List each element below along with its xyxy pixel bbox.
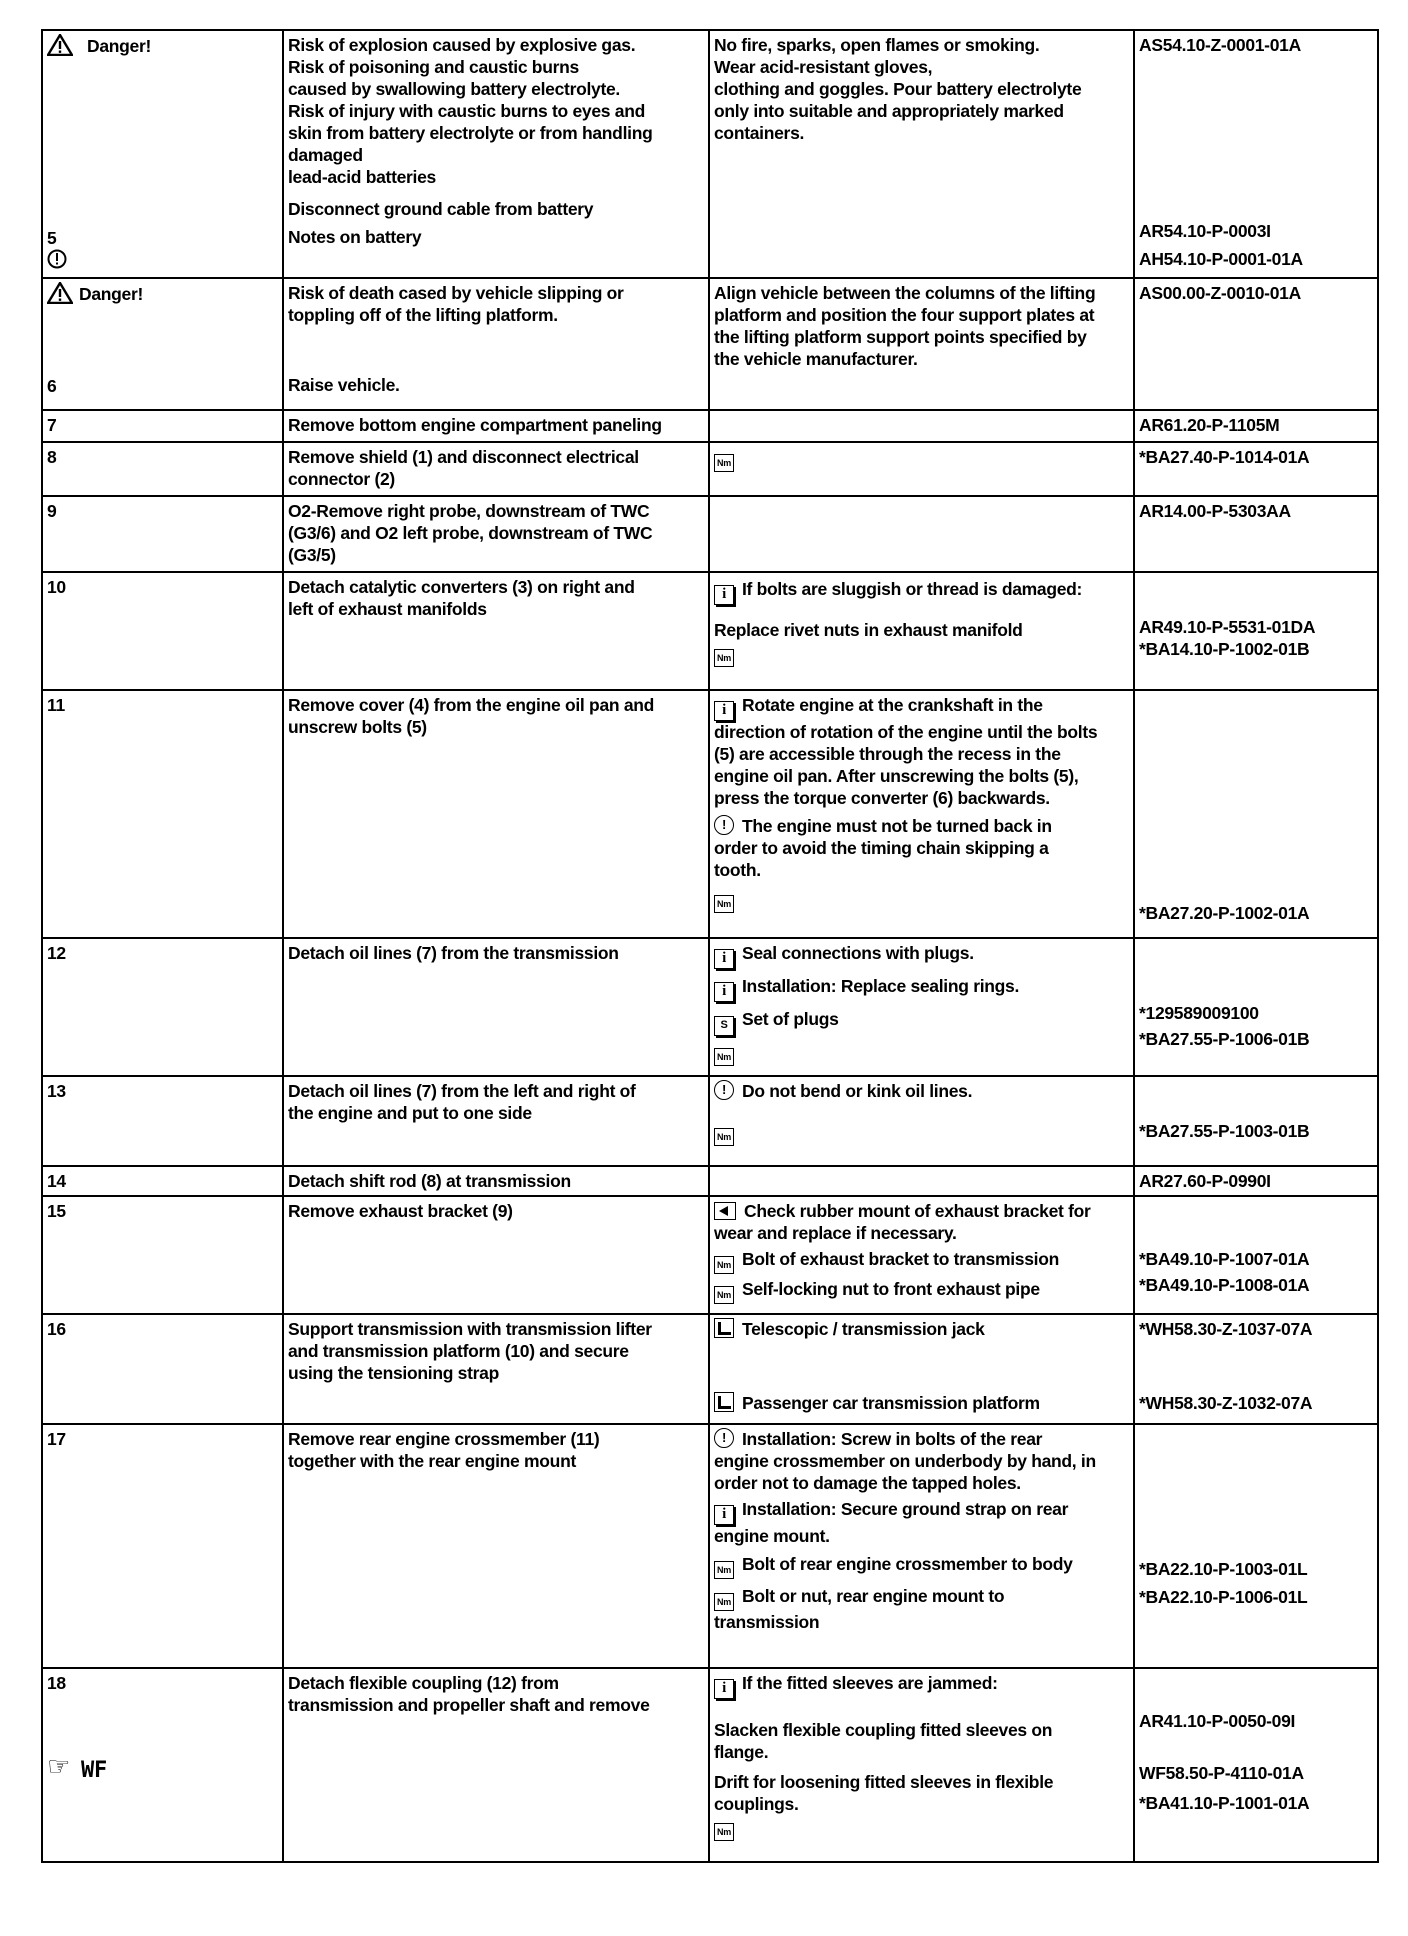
torque-nm-icon <box>714 1823 734 1841</box>
table-row <box>42 1196 1378 1314</box>
danger-label: Danger! <box>47 34 278 57</box>
step-number: 10 <box>42 572 283 690</box>
info-icon <box>714 701 734 721</box>
notes-cell: iIf bolts are sluggish or thread is damaged: Replace rivet nuts in exhaust manifold Nm <box>709 572 1134 690</box>
notes-cell <box>709 496 1134 572</box>
notes-cell: iIf the fitted sleeves are jammed: Slacken flexible coupling fitted sleeves on flange. Drift for loosening fitted sleeves in flexible couplings. Nm <box>709 1668 1134 1862</box>
table-row <box>42 1314 1378 1424</box>
reference-link[interactable]: *129589009100 <box>1139 1003 1259 1023</box>
reference-link[interactable]: AR27.60-P-0990I <box>1134 1166 1378 1196</box>
instruction-cell: Detach catalytic converters (3) on right and left of exhaust manifolds <box>283 572 709 690</box>
workshop-equipment-icon <box>714 1318 734 1338</box>
notes-cell: No fire, sparks, open flames or smoking. Wear acid-resistant gloves, clothing and goggles. Pour battery electrolyte only into suitable and appropriately marked containers. <box>709 30 1134 278</box>
notes-cell: !Installation: Screw in bolts of the rear engine crossmember on underbody by hand, in order not to damage the tapped holes. iInstallation: Secure ground strap on rear engine mount. NmBolt of rear engine crossmember to body NmBolt or nut, rear engine mount to transmission <box>709 1424 1134 1668</box>
instruction-cell: Remove bottom engine compartment paneling <box>283 410 709 442</box>
reference-link[interactable]: AR49.10-P-5531-01DA <box>1139 617 1316 637</box>
step-number: 6 <box>47 376 57 396</box>
wf-pointer: ☞WF <box>47 1760 278 1782</box>
reference-link[interactable]: AS54.10-Z-0001-01A <box>1139 35 1301 55</box>
info-icon <box>714 949 734 969</box>
torque-nm-icon <box>714 1561 734 1579</box>
table-row <box>42 442 1378 496</box>
reference-link[interactable]: *BA41.10-P-1001-01A <box>1139 1793 1310 1813</box>
check-icon <box>714 1202 736 1220</box>
table-row <box>42 496 1378 572</box>
reference-link[interactable]: *BA49.10-P-1007-01A <box>1139 1249 1310 1269</box>
info-icon <box>714 1679 734 1699</box>
torque-nm-icon <box>714 1048 734 1066</box>
reference-cell <box>1134 30 1378 278</box>
table-row <box>42 690 1378 938</box>
table-row <box>42 410 1378 442</box>
notes-circle-icon <box>47 249 278 274</box>
step-number: 9 <box>42 496 283 572</box>
reference-link[interactable]: *WH58.30-Z-1037-07A <box>1139 1319 1313 1339</box>
reference-cell <box>1134 1196 1378 1314</box>
step-number: 14 <box>42 1166 283 1196</box>
table-row <box>42 1076 1378 1166</box>
instruction-cell: Detach oil lines (7) from the transmission <box>283 938 709 1076</box>
reference-link[interactable]: *BA49.10-P-1008-01A <box>1139 1275 1310 1295</box>
instruction-cell: Detach flexible coupling (12) from transmission and propeller shaft and remove <box>283 1668 709 1862</box>
step-number: 5 <box>47 228 57 248</box>
notice-circle-icon <box>714 1428 734 1448</box>
table-row <box>42 30 1378 278</box>
step-number: 15 <box>42 1196 283 1314</box>
notes-cell: Align vehicle between the columns of the lifting platform and position the four support plates at the lifting platform support points specified by the vehicle manufacturer. <box>709 278 1134 410</box>
torque-nm-icon <box>714 649 734 667</box>
pointing-hand-icon <box>47 1762 77 1780</box>
step-cell <box>42 30 283 278</box>
notes-cell <box>709 410 1134 442</box>
table-row <box>42 572 1378 690</box>
notice-circle-icon <box>714 815 734 835</box>
reference-link[interactable]: AS00.00-Z-0010-01A <box>1139 283 1301 303</box>
step-number: 11 <box>42 690 283 938</box>
reference-link[interactable]: WF58.50-P-4110-01A <box>1139 1763 1304 1783</box>
notes-cell: Check rubber mount of exhaust bracket for wear and replace if necessary. NmBolt of exhaust bracket to transmission NmSelf-locking nut to front exhaust pipe <box>709 1196 1134 1314</box>
special-tool-icon <box>714 1016 734 1036</box>
notes-cell: !Do not bend or kink oil lines. Nm <box>709 1076 1134 1166</box>
step-number: 16 <box>42 1314 283 1424</box>
table-row <box>42 278 1378 410</box>
instruction-cell: Remove exhaust bracket (9) <box>283 1196 709 1314</box>
instruction-cell: Risk of explosion caused by explosive gas. Risk of poisoning and caustic burns caused by swallowing battery electrolyte. Risk of injury with caustic burns to eyes and skin from battery electrolyte or from handling damaged lead-acid batteries Disconnect ground cable from battery Notes on battery <box>283 30 709 278</box>
notes-cell: i Seal connections with plugs. iInstallation: Replace sealing rings. SSet of plugs Nm <box>709 938 1134 1076</box>
workshop-equipment-icon <box>714 1392 734 1412</box>
info-icon <box>714 585 734 605</box>
step-number: 18 <box>47 1673 66 1693</box>
notice-circle-icon <box>714 1080 734 1100</box>
notes-cell <box>709 442 1134 496</box>
step-number: 17 <box>42 1424 283 1668</box>
reference-link[interactable]: *BA22.10-P-1006-01L <box>1139 1587 1308 1607</box>
torque-nm-icon <box>714 1256 734 1274</box>
table-row <box>42 1166 1378 1196</box>
reference-cell <box>1134 1076 1378 1166</box>
reference-link[interactable]: *BA14.10-P-1002-01B <box>1139 639 1310 659</box>
instruction-cell: O2-Remove right probe, downstream of TWC (G3/6) and O2 left probe, downstream of TWC (G3/5) <box>283 496 709 572</box>
reference-cell <box>1134 1424 1378 1668</box>
reference-link[interactable]: *BA27.55-P-1003-01B <box>1139 1121 1310 1141</box>
procedure-table-wrapper <box>41 29 1377 1863</box>
reference-link[interactable]: *BA27.55-P-1006-01B <box>1139 1029 1310 1049</box>
torque-nm-icon <box>714 1593 734 1611</box>
reference-cell <box>1134 938 1378 1076</box>
instruction-cell: Remove rear engine crossmember (11) together with the rear engine mount <box>283 1424 709 1668</box>
reference-link[interactable]: AR14.00-P-5303AA <box>1134 496 1378 572</box>
instruction-cell: Detach shift rod (8) at transmission <box>283 1166 709 1196</box>
reference-cell <box>1134 690 1378 938</box>
reference-link[interactable]: *BA27.20-P-1002-01A <box>1139 903 1310 923</box>
table-row <box>42 1424 1378 1668</box>
notes-cell: Telescopic / transmission jack Passenger car transmission platform <box>709 1314 1134 1424</box>
instruction-cell: Remove cover (4) from the engine oil pan and unscrew bolts (5) <box>283 690 709 938</box>
instruction-cell: Risk of death cased by vehicle slipping or toppling off of the lifting platform. Raise vehicle. <box>283 278 709 410</box>
reference-link[interactable]: AR41.10-P-0050-09I <box>1139 1711 1296 1731</box>
table-row <box>42 1668 1378 1862</box>
reference-cell <box>1134 1314 1378 1424</box>
reference-link[interactable]: *WH58.30-Z-1032-07A <box>1139 1393 1313 1413</box>
step-number: 12 <box>42 938 283 1076</box>
reference-link[interactable]: AR61.20-P-1105M <box>1134 410 1378 442</box>
danger-label: Danger! <box>47 282 278 305</box>
torque-nm-icon <box>714 454 734 472</box>
info-icon <box>714 1505 734 1525</box>
torque-nm-icon <box>714 1286 734 1304</box>
reference-link[interactable]: AH54.10-P-0001-01A <box>1139 249 1303 269</box>
step-number: 13 <box>42 1076 283 1166</box>
step-number: 7 <box>42 410 283 442</box>
notes-cell <box>709 1166 1134 1196</box>
torque-nm-icon <box>714 895 734 913</box>
reference-cell <box>1134 572 1378 690</box>
info-icon <box>714 982 734 1002</box>
reference-cell <box>1134 278 1378 410</box>
reference-cell <box>1134 1668 1378 1862</box>
instruction-cell: Remove shield (1) and disconnect electrical connector (2) <box>283 442 709 496</box>
torque-nm-icon <box>714 1128 734 1146</box>
notes-cell: iRotate engine at the crankshaft in the direction of rotation of the engine until the bolts (5) are accessible through the recess in the engine oil pan. After unscrewing the bolts (5), press the torque converter (6) backwards. !The engine must not be turned back in order to avoid the timing chain skipping a tooth. Nm <box>709 690 1134 938</box>
reference-link[interactable]: AR54.10-P-0003I <box>1139 221 1271 241</box>
reference-link[interactable]: *BA27.40-P-1014-01A <box>1134 442 1378 496</box>
procedure-table <box>41 29 1379 1863</box>
warning-icon <box>47 282 73 304</box>
reference-link[interactable]: *BA22.10-P-1003-01L <box>1139 1559 1308 1579</box>
step-cell <box>42 278 283 410</box>
step-cell <box>42 1668 283 1862</box>
step-number: 8 <box>42 442 283 496</box>
warning-icon <box>47 34 73 56</box>
instruction-cell: Detach oil lines (7) from the left and right of the engine and put to one side <box>283 1076 709 1166</box>
table-row <box>42 938 1378 1076</box>
instruction-cell: Support transmission with transmission lifter and transmission platform (10) and secure using the tensioning strap <box>283 1314 709 1424</box>
